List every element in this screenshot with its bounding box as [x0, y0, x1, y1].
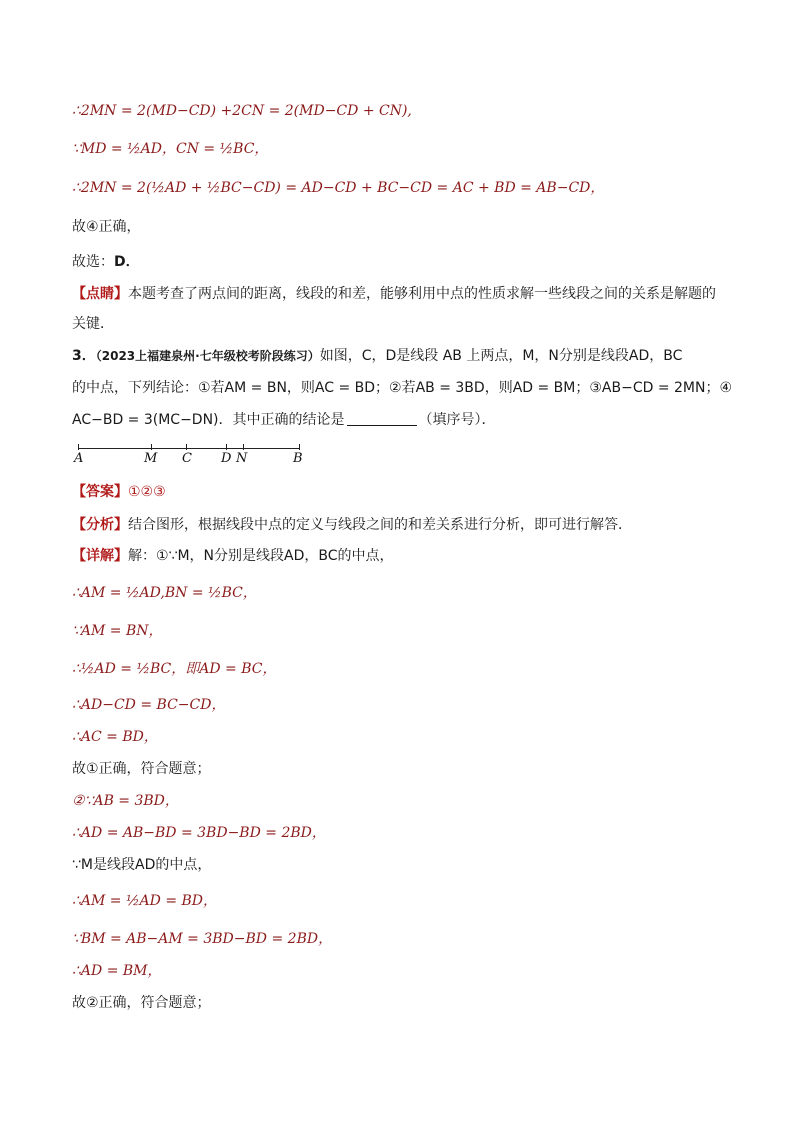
detail-line-9: ∴AD = AB−BD = 3BD−BD = 2BD， — [72, 825, 326, 841]
tick-a — [78, 444, 79, 450]
detail-line-12: ∵BM = AB−AM = 3BD−BD = 2BD， — [72, 931, 333, 947]
question-number: 3． — [72, 348, 96, 364]
question-line-2: 的中点，下列结论：①若AM = BN，则AC = BD；②若AB = 3BD，则AD = BM；③AB−CD = 2MN；④ — [72, 380, 733, 396]
comment-text: 本题考查了两点间的距离，线段的和差，能够利用中点的性质求解一些线段之间的关系是解题的 — [128, 286, 716, 302]
answer-tag: 【答案】 — [72, 484, 128, 500]
tick-n — [243, 444, 244, 450]
comment-tag: 【点睛】 — [72, 286, 128, 302]
label-b: B — [293, 451, 303, 466]
comment-line-2: 关键． — [72, 316, 114, 332]
detail-tag: 【详解】 — [72, 548, 128, 564]
question-stem-3a: AC−BD = 3(MC−DN)．其中正确的结论是 — [72, 412, 345, 428]
analysis-line — [72, 515, 632, 535]
detail-line-11: ∴AM = ½AD = BD， — [72, 893, 218, 909]
answer-line — [72, 482, 166, 502]
label-a: A — [74, 451, 84, 466]
label-m: M — [144, 451, 158, 466]
choice-prefix: 故选： — [72, 254, 114, 270]
detail-line-13: ∴AD = BM， — [72, 963, 162, 979]
detail-line-8: ②∵AB = 3BD， — [72, 793, 179, 809]
proof-line-1: ∴2MN = 2(MD−CD) +2CN = 2(MD−CD + CN), — [72, 103, 412, 119]
proof-line-2: ∵MD = ½AD，CN = ½BC， — [72, 141, 269, 157]
label-d: D — [221, 451, 232, 466]
question-source: （2023上福建泉州·七年级校考阶段练习） — [95, 349, 320, 363]
detail-line-5: ∴AD−CD = BC−CD， — [72, 697, 226, 713]
proof-line-4: 故④正确， — [72, 219, 141, 235]
detail-line-1 — [72, 546, 394, 566]
detail-text-1: 解：①∵M，N分别是线段AD，BC的中点， — [128, 548, 394, 564]
detail-line-14: 故②正确，符合题意； — [72, 995, 211, 1011]
detail-line-10: ∵M是线段AD的中点， — [72, 857, 212, 873]
analysis-tag: 【分析】 — [72, 517, 128, 533]
tick-b — [299, 444, 300, 450]
detail-line-2: ∴AM = ½AD,BN = ½BC， — [72, 585, 257, 601]
analysis-text: 结合图形，根据线段中点的定义与线段之间的和差关系进行分析，即可进行解答． — [128, 517, 632, 533]
detail-line-7: 故①正确，符合题意； — [72, 761, 211, 777]
segment-line — [78, 448, 300, 449]
tick-c — [186, 444, 187, 450]
segment-diagram — [72, 440, 312, 470]
comment-line — [72, 284, 716, 304]
tick-d — [226, 444, 227, 450]
label-n: N — [236, 451, 248, 466]
answer-blank[interactable] — [347, 411, 417, 426]
choice-value: D． — [114, 254, 140, 270]
answer-value: ①②③ — [128, 484, 166, 500]
question-stem-3b: （填序号）． — [418, 412, 496, 428]
tick-m — [151, 444, 152, 450]
label-c: C — [182, 451, 192, 466]
question-line-1 — [72, 346, 682, 366]
detail-line-6: ∴AC = BD， — [72, 729, 158, 745]
proof-line-3: ∴2MN = 2(½AD + ½BC−CD) = AD−CD + BC−CD = AC + BD = AB−CD， — [72, 180, 605, 196]
detail-line-3: ∵AM = BN， — [72, 623, 163, 639]
detail-line-4: ∴½AD = ½BC，即AD = BC， — [72, 661, 277, 677]
question-stem-1: 如图，C，D是线段 AB 上两点，M，N分别是线段AD，BC — [319, 348, 683, 364]
question-line-3 — [72, 410, 496, 430]
choice-line — [72, 252, 140, 272]
